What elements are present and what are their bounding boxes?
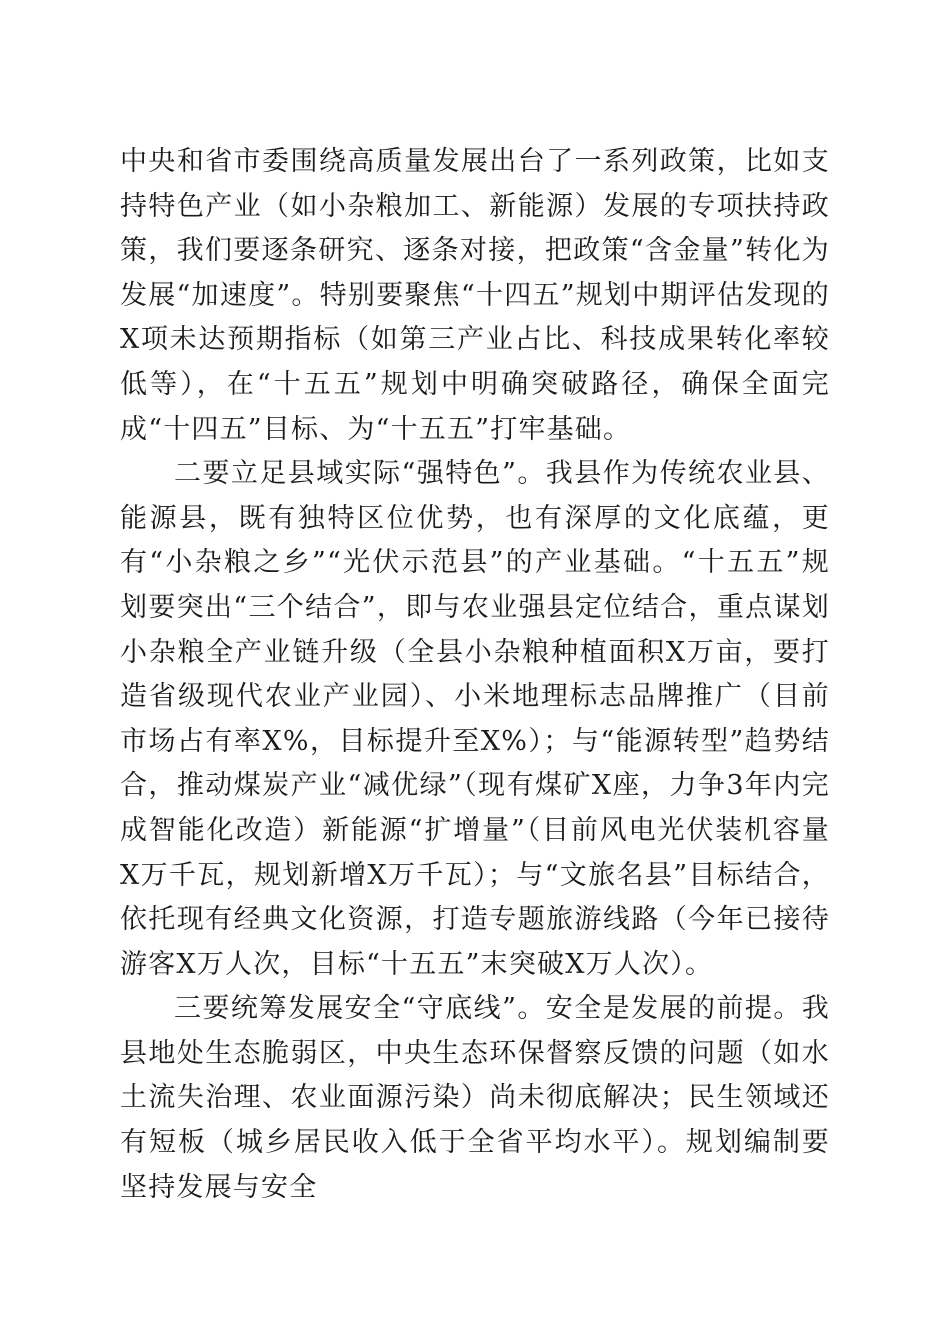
- body-text: [120, 140, 830, 1210]
- paragraph-policy-continuation: 中央和省市委围绕高质量发展出台了一系列政策，比如支持特色产业（如小杂粮加工、新能源）发展的专项扶持政策，我们要逐条研究、逐条对接，把政策“含金量”转化为发展“加速度”。特别要聚焦“十四五”规划中期评估发现的X项未达预期指标（如第三产业占比、科技成果转化率较低等），在“十五五”规划中明确突破路径，确保全面完成“十四五”目标、为“十五五”打牢基础。: [120, 146, 830, 445]
- paragraph-strengthen-characteristics: 二要立足县域实际“强特色”。我县作为传统农业县、能源县，既有独特区位优势，也有深厚的文化底蕴，更有“小杂粮之乡”“光伏示范县”的产业基础。“十五五”规划要突出“三个结合”，即与农业强县定位结合，重点谋划小杂粮全产业链升级（全县小杂粮种植面积X万亩，要打造省级现代农业产业园）、小米地理标志品牌推广（目前市场占有率X%，目标提升至X%）；与“能源转型”趋势结合，推动煤炭产业“减优绿”（现有煤矿X座，力争3年内完成智能化改造）新能源“扩增量”（目前风电光伏装机容量X万千瓦，规划新增X万千瓦）；与“文旅名县”目标结合，依托现有经典文化资源，打造专题旅游线路（今年已接待游客X万人次，目标“十五五”末突破X万人次）。: [120, 458, 830, 980]
- paragraph-security-baseline: 三要统筹发展安全“守底线”。安全是发展的前提。我县地处生态脆弱区，中央生态环保督察反馈的问题（如水土流失治理、农业面源污染）尚未彻底解决；民生领域还有短板（城乡居民收入低于全省平均水平）。规划编制要坚持发展与安全: [120, 993, 830, 1203]
